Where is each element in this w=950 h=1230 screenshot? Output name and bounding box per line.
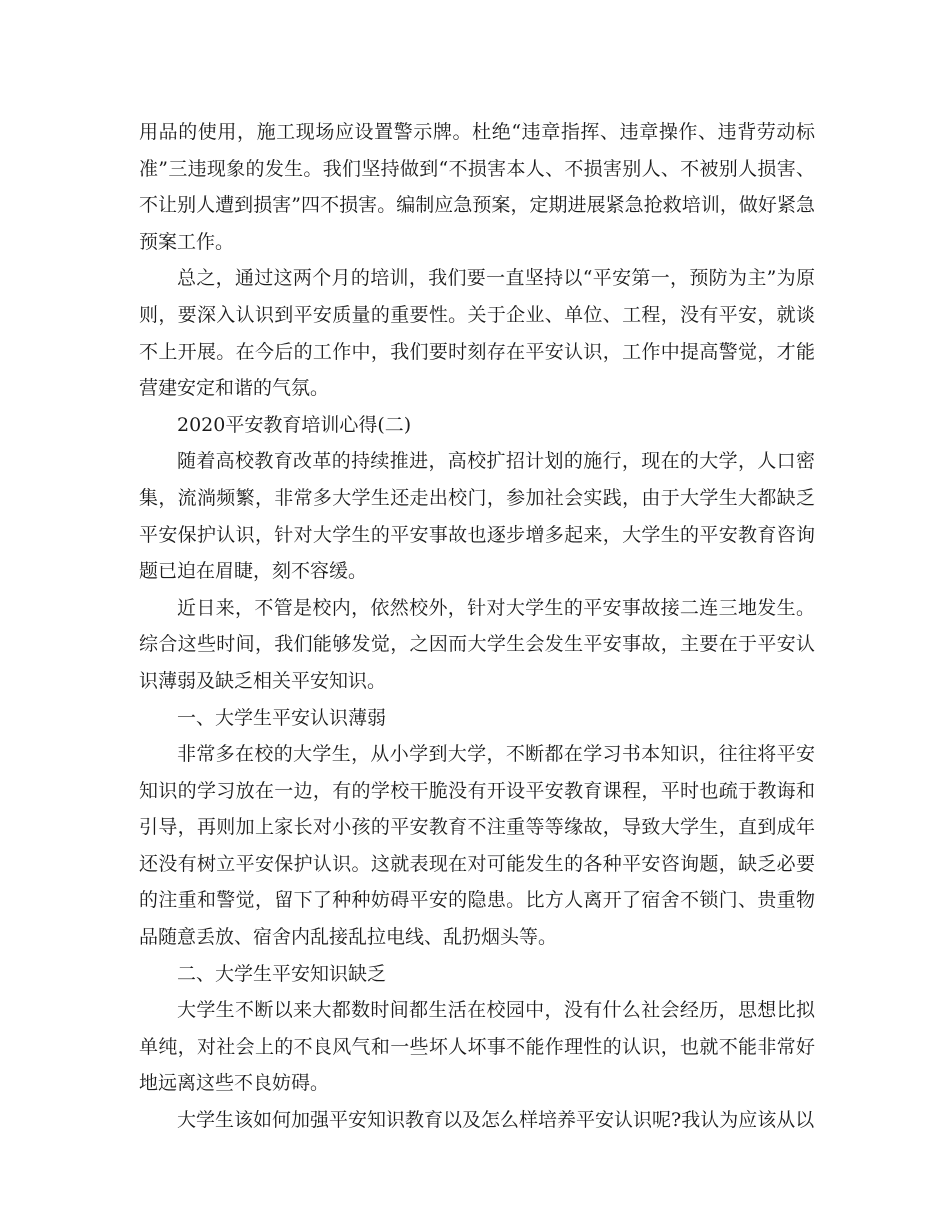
document-body [139, 114, 815, 1139]
paragraph-awareness: 非常多在校的大学生，从小学到大学，不断都在学习书本知识，往往将平安知识的学习放在一边，有的学校干脆没有开设平安教育课程，平时也疏于教诲和引导，再则加上家长对小孩的平安教育不注重等等缘故，导致大学生，直到成年还没有树立平安保护认识。这就表现在对可能发生的各种平安咨询题，缺乏必要的注重和警觉，留下了种种妨碍平安的隐患。比方人离开了宿舍不锁门、贵重物品随意丢放、宿舍内乱接乱拉电线、乱扔烟头等。 [139, 743, 815, 949]
subheading-awareness: 一、大学生平安认识薄弱 [177, 706, 387, 729]
paragraph-summary: 总之，通过这两个月的培训，我们要一直坚持以“平安第一，预防为主”为原则，要深入认识到平安质量的重要性。关于企业、单位、工程，没有平安，就谈不上开展。在今后的工作中，我们要时刻存在平安认识，工作中提高警觉，才能营建安定和谐的气氛。 [139, 267, 815, 400]
paragraph-continuation: 用品的使用，施工现场应设置警示牌。杜绝“违章指挥、违章操作、违背劳动标准”三违现象的发生。我们坚持做到“不损害本人、不损害别人、不被别人损害、不让别人遭到损害”四不损害。编制应急预案，定期进展紧急抢救培训，做好紧急预案工作。 [139, 121, 815, 253]
paragraph-knowledge: 大学生不断以来大都数时间都生活在校园中，没有什么社会经历，思想比拟单纯，对社会上的不良风气和一些坏人坏事不能作理性的认识，也就不能非常好地远离这些不良妨碍。 [139, 999, 815, 1095]
section-title: 2020平安教育培训心得(二) [177, 413, 412, 436]
paragraph-intro: 随着高校教育改革的持续推进，高校扩招计划的施行，现在的大学，人口密集，流淌频繁，非常多大学生还走出校门，参加社会实践，由于大学生大都缺乏平安保护认识，针对大学生的平安事故也逐步增多起来，大学生的平安教育咨询题已迫在眉睫，刻不容缓。 [139, 450, 815, 583]
subheading-knowledge: 二、大学生平安知识缺乏 [177, 962, 387, 985]
paragraph-recent-events: 近日来，不管是校内，依然校外，针对大学生的平安事故接二连三地发生。综合这些时间，我们能够发觉，之因而大学生会发生平安事故，主要在于平安认识薄弱及缺乏相关平安知识。 [139, 596, 815, 692]
paragraph-question: 大学生该如何加强平安知识教育以及怎么样培养平安认识呢?我认为应该从以 [177, 1109, 815, 1132]
